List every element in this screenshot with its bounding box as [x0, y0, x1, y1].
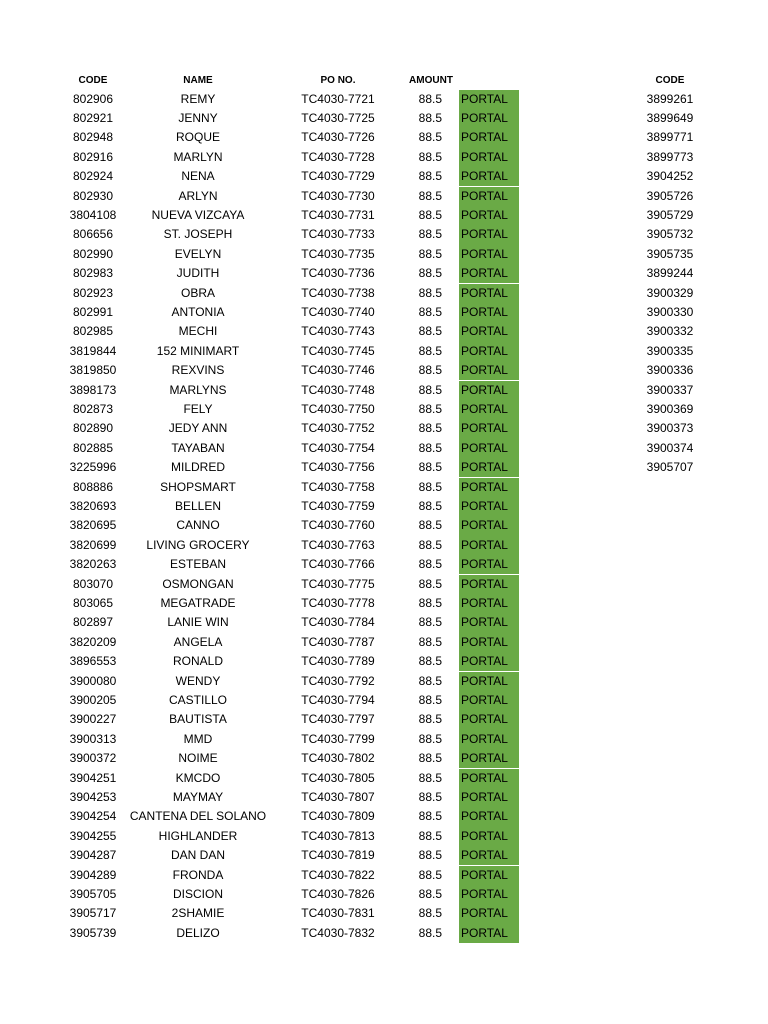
cell-code: 3896553 [69, 654, 117, 669]
list-item [0, 245, 768, 264]
cell-po-no: TC4030-7778 [301, 595, 375, 610]
cell-code: 802990 [72, 246, 114, 261]
table-row [0, 613, 768, 632]
cell-po-no: TC4030-7766 [301, 557, 375, 572]
cell-name: ANGELA [173, 634, 223, 649]
cell-amount: 88.5 [418, 246, 442, 261]
table-row [0, 866, 768, 885]
cell-po-no: TC4030-7787 [301, 634, 375, 649]
cell-code-secondary: 3905707 [646, 460, 694, 475]
table-row [0, 497, 768, 516]
cell-amount: 88.5 [418, 304, 442, 319]
cell-status-badge: PORTAL [459, 148, 519, 167]
cell-name: JEDY ANN [168, 421, 228, 436]
cell-code: 3820695 [69, 518, 117, 533]
cell-name: HIGHLANDER [158, 828, 238, 843]
cell-amount: 88.5 [418, 110, 442, 125]
cell-status-badge: PORTAL [459, 264, 519, 283]
cell-name: MAYMAY [172, 789, 224, 804]
table-row [0, 575, 768, 594]
cell-po-no: TC4030-7809 [301, 809, 375, 824]
cell-status-badge: PORTAL [459, 885, 519, 904]
cell-status-badge: PORTAL [459, 749, 519, 768]
cell-po-no: TC4030-7784 [301, 615, 375, 630]
cell-code: 3819850 [69, 363, 117, 378]
header-code-secondary: CODE [655, 75, 685, 86]
cell-code: 808886 [72, 479, 114, 494]
list-item [0, 284, 768, 303]
cell-code-secondary: 3900336 [646, 363, 694, 378]
list-item [0, 361, 768, 380]
cell-po-no: TC4030-7792 [301, 673, 375, 688]
cell-po-no: TC4030-7802 [301, 751, 375, 766]
cell-status-badge: PORTAL [459, 342, 519, 361]
cell-name: MMD [183, 731, 213, 746]
cell-status-badge: PORTAL [459, 575, 519, 594]
cell-amount: 88.5 [418, 615, 442, 630]
cell-code-secondary: 3899261 [646, 91, 694, 106]
cell-code: 3900372 [69, 751, 117, 766]
cell-name: ARLYN [178, 188, 218, 203]
cell-po-no: TC4030-7731 [301, 207, 375, 222]
cell-po-no: TC4030-7758 [301, 479, 375, 494]
cell-amount: 88.5 [418, 673, 442, 688]
list-item [0, 458, 768, 477]
cell-status-badge: PORTAL [459, 497, 519, 516]
list-item [0, 187, 768, 206]
cell-code: 3904254 [69, 809, 117, 824]
cell-amount: 88.5 [418, 440, 442, 455]
cell-amount: 88.5 [418, 595, 442, 610]
cell-amount: 88.5 [418, 91, 442, 106]
cell-amount: 88.5 [418, 363, 442, 378]
cell-code: 3898173 [69, 382, 117, 397]
header-amount: AMOUNT [409, 75, 453, 86]
cell-amount: 88.5 [418, 130, 442, 145]
cell-name: JENNY [178, 110, 218, 125]
cell-name: ROQUE [175, 130, 220, 145]
cell-name: OSMONGAN [162, 576, 234, 591]
table-row [0, 769, 768, 788]
cell-amount: 88.5 [418, 421, 442, 436]
list-item [0, 381, 768, 400]
cell-po-no: TC4030-7789 [301, 654, 375, 669]
cell-amount: 88.5 [418, 770, 442, 785]
cell-amount: 88.5 [418, 634, 442, 649]
cell-status-badge: PORTAL [459, 827, 519, 846]
cell-name: LIVING GROCERY [146, 537, 250, 552]
cell-amount: 88.5 [418, 188, 442, 203]
cell-code: 3819844 [69, 343, 117, 358]
list-item [0, 342, 768, 361]
cell-name: DISCION [172, 886, 223, 901]
cell-status-badge: PORTAL [459, 555, 519, 574]
cell-status-badge: PORTAL [459, 652, 519, 671]
cell-code-secondary: 3900330 [646, 304, 694, 319]
table-row [0, 827, 768, 846]
cell-status-badge: PORTAL [459, 381, 519, 400]
cell-code: 3820263 [69, 557, 117, 572]
cell-status-badge: PORTAL [459, 361, 519, 380]
cell-status-badge: PORTAL [459, 846, 519, 865]
cell-status-badge: PORTAL [459, 807, 519, 826]
cell-po-no: TC4030-7826 [301, 886, 375, 901]
table-row [0, 904, 768, 923]
cell-po-no: TC4030-7721 [301, 91, 375, 106]
cell-code: 3804108 [69, 207, 117, 222]
cell-name: JUDITH [176, 266, 220, 281]
cell-po-no: TC4030-7819 [301, 848, 375, 863]
cell-code-secondary: 3900332 [646, 324, 694, 339]
cell-code-secondary: 3905735 [646, 246, 694, 261]
cell-amount: 88.5 [418, 848, 442, 863]
cell-code: 802930 [72, 188, 114, 203]
table-row [0, 652, 768, 671]
list-item [0, 264, 768, 283]
cell-amount: 88.5 [418, 867, 442, 882]
list-item [0, 322, 768, 341]
cell-code: 3905717 [69, 906, 117, 921]
cell-po-no: TC4030-7763 [301, 537, 375, 552]
cell-code: 802873 [72, 401, 114, 416]
cell-status-badge: PORTAL [459, 633, 519, 652]
cell-amount: 88.5 [418, 343, 442, 358]
cell-code: 3900313 [69, 731, 117, 746]
cell-po-no: TC4030-7740 [301, 304, 375, 319]
cell-status-badge: PORTAL [459, 284, 519, 303]
cell-name: 152 MINIMART [156, 343, 240, 358]
table-row [0, 924, 768, 943]
table-row [0, 478, 768, 497]
cell-code: 802985 [72, 324, 114, 339]
cell-amount: 88.5 [418, 789, 442, 804]
table-row [0, 691, 768, 710]
cell-status-badge: PORTAL [459, 788, 519, 807]
header-name: NAME [183, 75, 213, 86]
cell-status-badge: PORTAL [459, 303, 519, 322]
cell-po-no: TC4030-7752 [301, 421, 375, 436]
cell-name: EVELYN [174, 246, 222, 261]
cell-po-no: TC4030-7754 [301, 440, 375, 455]
cell-amount: 88.5 [418, 654, 442, 669]
cell-name: SHOPSMART [160, 479, 236, 494]
table-row [0, 730, 768, 749]
cell-status-badge: PORTAL [459, 322, 519, 341]
cell-code-secondary: 3899244 [646, 266, 694, 281]
cell-status-badge: PORTAL [459, 691, 519, 710]
cell-code: 806656 [72, 227, 114, 242]
cell-status-badge: PORTAL [459, 206, 519, 225]
cell-amount: 88.5 [418, 324, 442, 339]
cell-amount: 88.5 [418, 382, 442, 397]
list-item [0, 167, 768, 186]
cell-name: RONALD [172, 654, 223, 669]
cell-code-secondary: 3899649 [646, 110, 694, 125]
cell-name: WENDY [175, 673, 221, 688]
cell-status-badge: PORTAL [459, 594, 519, 613]
cell-po-no: TC4030-7728 [301, 149, 375, 164]
cell-po-no: TC4030-7730 [301, 188, 375, 203]
cell-po-no: TC4030-7813 [301, 828, 375, 843]
cell-amount: 88.5 [418, 925, 442, 940]
cell-status-badge: PORTAL [459, 400, 519, 419]
cell-code: 802916 [72, 149, 114, 164]
cell-po-no: TC4030-7775 [301, 576, 375, 591]
table-row [0, 536, 768, 555]
cell-po-no: TC4030-7729 [301, 169, 375, 184]
cell-amount: 88.5 [418, 828, 442, 843]
cell-amount: 88.5 [418, 809, 442, 824]
cell-amount: 88.5 [418, 712, 442, 727]
cell-po-no: TC4030-7735 [301, 246, 375, 261]
cell-code-secondary: 3900337 [646, 382, 694, 397]
cell-name: DELIZO [176, 925, 220, 940]
list-item [0, 128, 768, 147]
cell-amount: 88.5 [418, 886, 442, 901]
cell-amount: 88.5 [418, 751, 442, 766]
cell-amount: 88.5 [418, 460, 442, 475]
cell-name: LANIE WIN [167, 615, 229, 630]
cell-po-no: TC4030-7794 [301, 692, 375, 707]
list-item [0, 225, 768, 244]
cell-status-badge: PORTAL [459, 613, 519, 632]
cell-status-badge: PORTAL [459, 90, 519, 109]
cell-amount: 88.5 [418, 692, 442, 707]
cell-code-secondary: 3900374 [646, 440, 694, 455]
header-po-no: PO NO. [320, 75, 356, 86]
cell-po-no: TC4030-7736 [301, 266, 375, 281]
cell-code: 3904255 [69, 828, 117, 843]
list-item [0, 90, 768, 109]
table-row [0, 555, 768, 574]
cell-code: 3900227 [69, 712, 117, 727]
cell-name: CANNO [176, 518, 220, 533]
cell-status-badge: PORTAL [459, 536, 519, 555]
cell-amount: 88.5 [418, 285, 442, 300]
table-row [0, 633, 768, 652]
cell-po-no: TC4030-7805 [301, 770, 375, 785]
cell-status-badge: PORTAL [459, 458, 519, 477]
cell-code: 802991 [72, 304, 114, 319]
table-row [0, 885, 768, 904]
cell-amount: 88.5 [418, 498, 442, 513]
cell-status-badge: PORTAL [459, 866, 519, 885]
cell-amount: 88.5 [418, 576, 442, 591]
cell-amount: 88.5 [418, 227, 442, 242]
cell-code: 3904253 [69, 789, 117, 804]
table-row [0, 749, 768, 768]
cell-code-secondary: 3900369 [646, 401, 694, 416]
cell-name: DAN DAN [170, 848, 225, 863]
cell-code: 3820699 [69, 537, 117, 552]
cell-po-no: TC4030-7756 [301, 460, 375, 475]
cell-status-badge: PORTAL [459, 109, 519, 128]
cell-po-no: TC4030-7799 [301, 731, 375, 746]
cell-code-secondary: 3905726 [646, 188, 694, 203]
cell-name: BELLEN [174, 498, 222, 513]
cell-code-secondary: 3905732 [646, 227, 694, 242]
list-item [0, 303, 768, 322]
table-row [0, 710, 768, 729]
cell-name: NOIME [178, 751, 218, 766]
cell-name: CANTENA DEL SOLANO [129, 809, 267, 824]
list-item [0, 439, 768, 458]
cell-po-no: TC4030-7748 [301, 382, 375, 397]
table-row [0, 807, 768, 826]
cell-amount: 88.5 [418, 401, 442, 416]
cell-code-secondary: 3900373 [646, 421, 694, 436]
table-row [0, 788, 768, 807]
cell-code: 802923 [72, 285, 114, 300]
cell-status-badge: PORTAL [459, 167, 519, 186]
cell-code: 802885 [72, 440, 114, 455]
list-item [0, 109, 768, 128]
cell-name: 2SHAMIE [171, 906, 225, 921]
cell-amount: 88.5 [418, 731, 442, 746]
cell-code: 3904287 [69, 848, 117, 863]
cell-name: MARLYNS [169, 382, 227, 397]
cell-code-secondary: 3900329 [646, 285, 694, 300]
cell-po-no: TC4030-7746 [301, 363, 375, 378]
cell-name: NENA [181, 169, 215, 184]
table-row [0, 672, 768, 691]
cell-amount: 88.5 [418, 207, 442, 222]
cell-code: 802924 [72, 169, 114, 184]
table-row [0, 516, 768, 535]
cell-amount: 88.5 [418, 557, 442, 572]
cell-code: 802906 [72, 91, 114, 106]
cell-code: 802897 [72, 615, 114, 630]
list-item [0, 148, 768, 167]
cell-code: 802921 [72, 110, 114, 125]
cell-name: FELY [183, 401, 213, 416]
cell-status-badge: PORTAL [459, 730, 519, 749]
cell-status-badge: PORTAL [459, 516, 519, 535]
cell-name: BAUTISTA [169, 712, 227, 727]
cell-status-badge: PORTAL [459, 769, 519, 788]
cell-po-no: TC4030-7750 [301, 401, 375, 416]
cell-status-badge: PORTAL [459, 924, 519, 943]
cell-status-badge: PORTAL [459, 225, 519, 244]
cell-status-badge: PORTAL [459, 419, 519, 438]
cell-amount: 88.5 [418, 266, 442, 281]
cell-amount: 88.5 [418, 537, 442, 552]
cell-status-badge: PORTAL [459, 187, 519, 206]
cell-code: 3904289 [69, 867, 117, 882]
cell-code-secondary: 3904252 [646, 169, 694, 184]
cell-code-secondary: 3899771 [646, 130, 694, 145]
cell-name: ST. JOSEPH [163, 227, 233, 242]
cell-amount: 88.5 [418, 149, 442, 164]
cell-code-secondary: 3899773 [646, 149, 694, 164]
cell-po-no: TC4030-7760 [301, 518, 375, 533]
cell-name: MEGATRADE [160, 595, 236, 610]
cell-amount: 88.5 [418, 518, 442, 533]
cell-status-badge: PORTAL [459, 904, 519, 923]
cell-amount: 88.5 [418, 479, 442, 494]
cell-status-badge: PORTAL [459, 128, 519, 147]
cell-code: 3820693 [69, 498, 117, 513]
cell-po-no: TC4030-7743 [301, 324, 375, 339]
cell-po-no: TC4030-7745 [301, 343, 375, 358]
cell-name: MARLYN [173, 149, 223, 164]
cell-name: OBRA [180, 285, 215, 300]
table-row [0, 594, 768, 613]
cell-code: 3900205 [69, 692, 117, 707]
cell-name: ESTEBAN [169, 557, 226, 572]
cell-name: MECHI [178, 324, 218, 339]
cell-name: REXVINS [171, 363, 225, 378]
cell-po-no: TC4030-7832 [301, 925, 375, 940]
cell-name: REMY [180, 91, 216, 106]
cell-status-badge: PORTAL [459, 478, 519, 497]
cell-code: 3900080 [69, 673, 117, 688]
cell-code: 802983 [72, 266, 114, 281]
cell-status-badge: PORTAL [459, 672, 519, 691]
cell-code: 3905705 [69, 886, 117, 901]
cell-code: 3905739 [69, 925, 117, 940]
cell-name: MILDRED [170, 460, 225, 475]
header-code: CODE [78, 75, 108, 86]
cell-name: FRONDA [172, 867, 224, 882]
cell-amount: 88.5 [418, 169, 442, 184]
cell-po-no: TC4030-7797 [301, 712, 375, 727]
cell-code: 802890 [72, 421, 114, 436]
cell-code: 3820209 [69, 634, 117, 649]
cell-code: 3904251 [69, 770, 117, 785]
cell-code: 803065 [72, 595, 114, 610]
cell-code: 803070 [72, 576, 114, 591]
cell-name: CASTILLO [168, 692, 228, 707]
cell-name: NUEVA VIZCAYA [151, 207, 245, 222]
cell-po-no: TC4030-7726 [301, 130, 375, 145]
cell-status-badge: PORTAL [459, 245, 519, 264]
cell-po-no: TC4030-7831 [301, 906, 375, 921]
cell-po-no: TC4030-7822 [301, 867, 375, 882]
cell-name: KMCDO [175, 770, 221, 785]
cell-code: 802948 [72, 130, 114, 145]
cell-status-badge: PORTAL [459, 710, 519, 729]
list-item [0, 206, 768, 225]
cell-po-no: TC4030-7759 [301, 498, 375, 513]
list-item [0, 419, 768, 438]
cell-amount: 88.5 [418, 906, 442, 921]
cell-code-secondary: 3900335 [646, 343, 694, 358]
cell-code: 3225996 [69, 460, 117, 475]
cell-status-badge: PORTAL [459, 439, 519, 458]
list-item [0, 400, 768, 419]
cell-name: TAYABAN [171, 440, 225, 455]
cell-po-no: TC4030-7807 [301, 789, 375, 804]
cell-name: ANTONIA [171, 304, 225, 319]
table-row [0, 846, 768, 865]
cell-po-no: TC4030-7738 [301, 285, 375, 300]
cell-po-no: TC4030-7725 [301, 110, 375, 125]
cell-po-no: TC4030-7733 [301, 227, 375, 242]
cell-code-secondary: 3905729 [646, 207, 694, 222]
